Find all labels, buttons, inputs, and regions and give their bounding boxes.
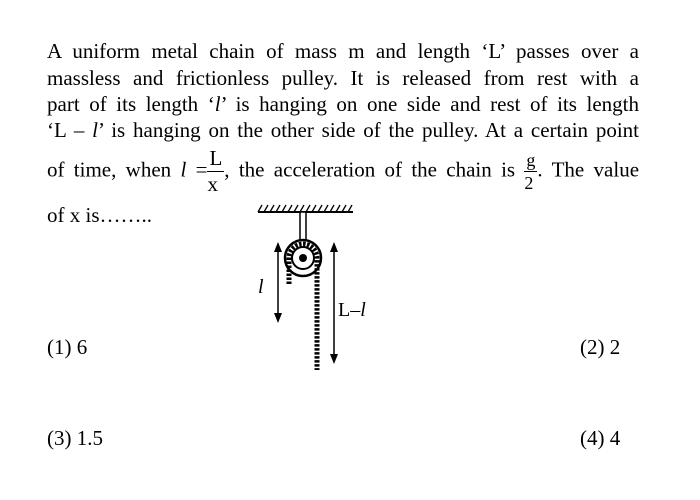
- question-text-5b: , the acceleration of the chain is: [224, 157, 516, 182]
- question-text-5c: . The value: [537, 157, 640, 182]
- length-L-minus-l-arrow: [330, 242, 338, 364]
- equals-sign: =: [186, 157, 208, 182]
- length-l-arrow: [274, 242, 282, 323]
- variable-l: l: [92, 118, 98, 142]
- label-L-minus-l: [338, 299, 366, 321]
- fraction-denominator: 2: [524, 173, 534, 193]
- question-text-6: of x is……..: [47, 203, 152, 227]
- label-l-var: l: [360, 299, 366, 321]
- question-text-5a: of time, when: [47, 157, 181, 182]
- option-4[interactable]: (4) 4: [580, 426, 621, 450]
- label-L-minus: L–: [338, 299, 361, 321]
- fraction-denominator: x: [207, 172, 218, 196]
- question-text-1: A uniform metal chain of mass m and length ‘L’ passes over a: [47, 39, 639, 63]
- question-text-4b: ’ is hanging on the other side of the pulley. At a certain point: [97, 118, 639, 142]
- option-2[interactable]: (2) 2: [580, 335, 621, 359]
- option-1[interactable]: (1) 6: [47, 335, 88, 359]
- ceiling-support: [258, 205, 353, 212]
- variable-l: l: [180, 157, 187, 182]
- question-text-4a: ‘L –: [47, 118, 93, 142]
- variable-l: l: [214, 92, 221, 116]
- question-text-3a: part of its length ‘: [47, 92, 215, 116]
- fraction-numerator: g: [526, 150, 536, 170]
- question-text-3b: ’ is hanging on one side and rest of its length: [220, 92, 639, 116]
- fraction-numerator: L: [209, 146, 223, 170]
- label-l: l: [258, 276, 264, 298]
- option-3[interactable]: (3) 1.5: [47, 426, 103, 450]
- question-text-2: massless and frictionless pulley. It is released from rest with a: [47, 66, 639, 90]
